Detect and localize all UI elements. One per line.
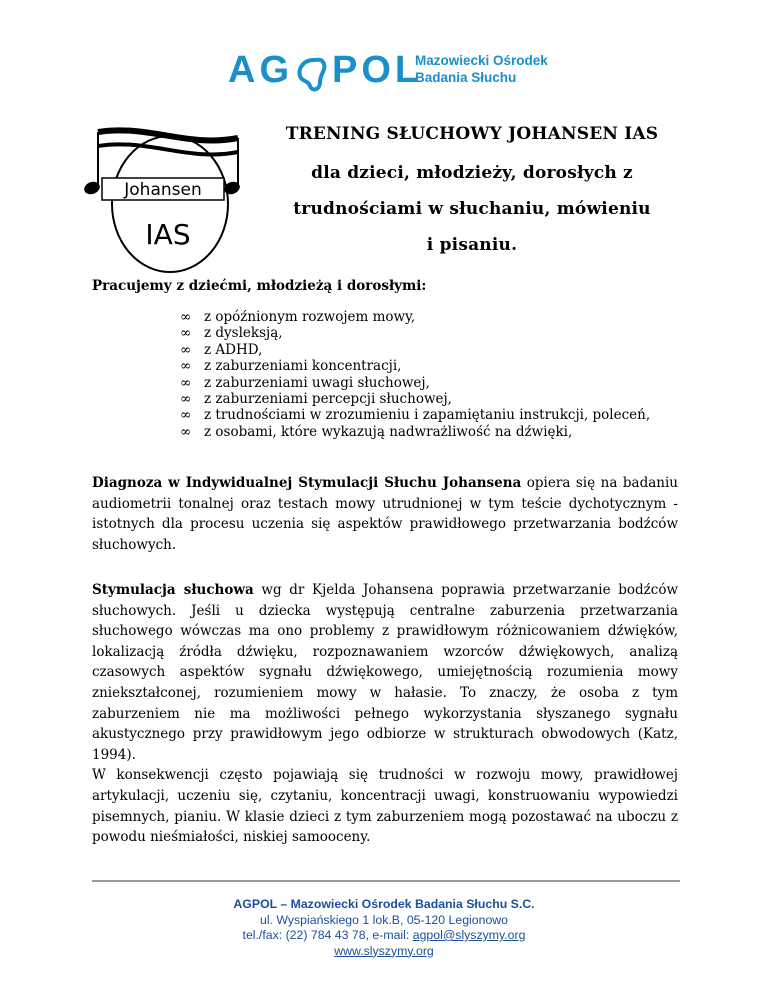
footer-contact-prefix: tel./fax: (22) 784 43 78, e-mail:: [242, 928, 413, 942]
bullet-infinity-icon: ∞: [180, 374, 192, 391]
logo-subtitle-line1: Mazowiecki Ośrodek: [415, 53, 548, 68]
list-item-text: z zaburzeniami percepcji słuchowej,: [204, 391, 452, 408]
bullet-infinity-icon: ∞: [180, 341, 192, 358]
list-item: [180, 342, 678, 358]
list-item-text: z zaburzeniami koncentracji,: [204, 358, 402, 375]
intro-heading: Pracujemy z dziećmi, młodzieżą i dorosłymi:: [92, 278, 427, 294]
list-item: [180, 407, 678, 423]
title-line2: dla dzieci, młodzieży, dorosłych z: [311, 163, 633, 183]
list-item-text: z opóźnionym rozwojem mowy,: [204, 309, 416, 325]
bullet-infinity-icon: ∞: [180, 407, 192, 424]
paragraph-diagnosis-text: opiera się na badaniu audiometrii tonalnej oraz testach mowy utrudnionej w tym teście dychotycznym - istotnych dla procesu uczenia się aspektów prawidłowego przetwarzania bodźców słuchowych.: [92, 475, 678, 553]
list-item-text: z ADHD,: [204, 341, 263, 358]
agpol-logo: [228, 48, 423, 91]
title-line1: TRENING SŁUCHOWY JOHANSEN IAS: [285, 124, 659, 144]
logo-subtitle-line2: Badania Słuchu: [415, 70, 517, 85]
bullet-infinity-icon: ∞: [180, 391, 192, 408]
paragraph-diagnosis-bold: Diagnoza w Indywidualnej Stymulacji Słuchu Johansena: [92, 475, 522, 491]
title-line4: i pisaniu.: [426, 235, 518, 255]
footer-company: AGPOL – Mazowiecki Ośrodek Badania Słuchu S.C.: [233, 897, 535, 911]
emblem-text-ias: IAS: [145, 218, 191, 251]
footer-website: [0, 944, 768, 960]
condition-list: [180, 309, 678, 440]
list-item: [180, 391, 678, 407]
footer: [0, 897, 768, 959]
footer-divider: [92, 880, 680, 882]
list-item-text: z dysleksją,: [204, 325, 283, 342]
bullet-infinity-icon: ∞: [180, 325, 192, 342]
paragraph-consequences: W konsekwencji często pojawiają się trudności w rozwoju mowy, prawidłowej artykulacji, uczeniu się, czytaniu, koncentracji uwagi, konstruowaniu wypowiedzi pisemnych, pianiu. W klasie dzieci z tym zaburzeniem mogą pozostawać na uboczu z powodu nieśmiałości, niskiej samooceny.: [92, 767, 678, 846]
list-item: [180, 358, 678, 374]
list-item: [180, 309, 678, 325]
paragraph-stimulation: [92, 580, 678, 848]
title-line3: trudnościami w słuchaniu, mówieniu: [293, 199, 651, 219]
list-item: [180, 325, 678, 341]
footer-email-link[interactable]: agpol@slyszymy.org: [412, 928, 526, 942]
agpol-wordmark: [228, 48, 423, 92]
list-item-text: z zaburzeniami uwagi słuchowej,: [204, 374, 430, 391]
bullet-infinity-icon: ∞: [180, 358, 192, 375]
list-item-text: z osobami, które wykazują nadwrażliwość na dźwięki,: [204, 423, 573, 440]
list-item: [180, 375, 678, 391]
list-item: [180, 424, 678, 440]
bullet-infinity-icon: ∞: [180, 309, 192, 325]
svg-text:AG: AG: [228, 49, 293, 91]
logo-subtitle: [415, 52, 548, 86]
emblem-text-johansen: Johansen: [124, 180, 202, 200]
paragraph-diagnosis: [92, 473, 678, 555]
johansen-ias-emblem: [88, 128, 248, 278]
footer-website-link[interactable]: www.slyszymy.org: [334, 943, 434, 958]
footer-contact: [0, 928, 768, 944]
paragraph-stimulation-bold: Stymulacja słuchowa: [92, 582, 254, 598]
ear-icon: [300, 60, 325, 90]
paragraph-stimulation-text: wg dr Kjelda Johansena poprawia przetwarzanie bodźców słuchowych. Jeśli u dziecka występują centralne zaburzenia przetwarzania słuchowego wówczas ma ono problemy z prawidłowym różnicowaniem dźwięków, lokalizacją źródła dźwięku, rozpoznawaniem wzorców dźwiękowych, analizą czasowych aspektów sygnału dźwiękowego, umiejętnością rozumienia mowy zniekształconej, rozumieniem mowy w hałasie. To znaczy, że osoba z tym zaburzeniem nie ma możliwości pełnego wykorzystania słyszanego sygnału akustycznego przy prawidłowym jego odbiorze w strukturach obwodowych (Katz, 1994).: [92, 582, 679, 763]
bullet-infinity-icon: ∞: [180, 423, 192, 440]
svg-text:POL: POL: [332, 49, 423, 91]
list-item-text: z trudnościami w zrozumieniu i zapamiętaniu instrukcji, poleceń,: [204, 407, 651, 424]
footer-address: ul. Wyspiańskiego 1 lok.B, 05-120 Legionowo: [259, 912, 509, 927]
